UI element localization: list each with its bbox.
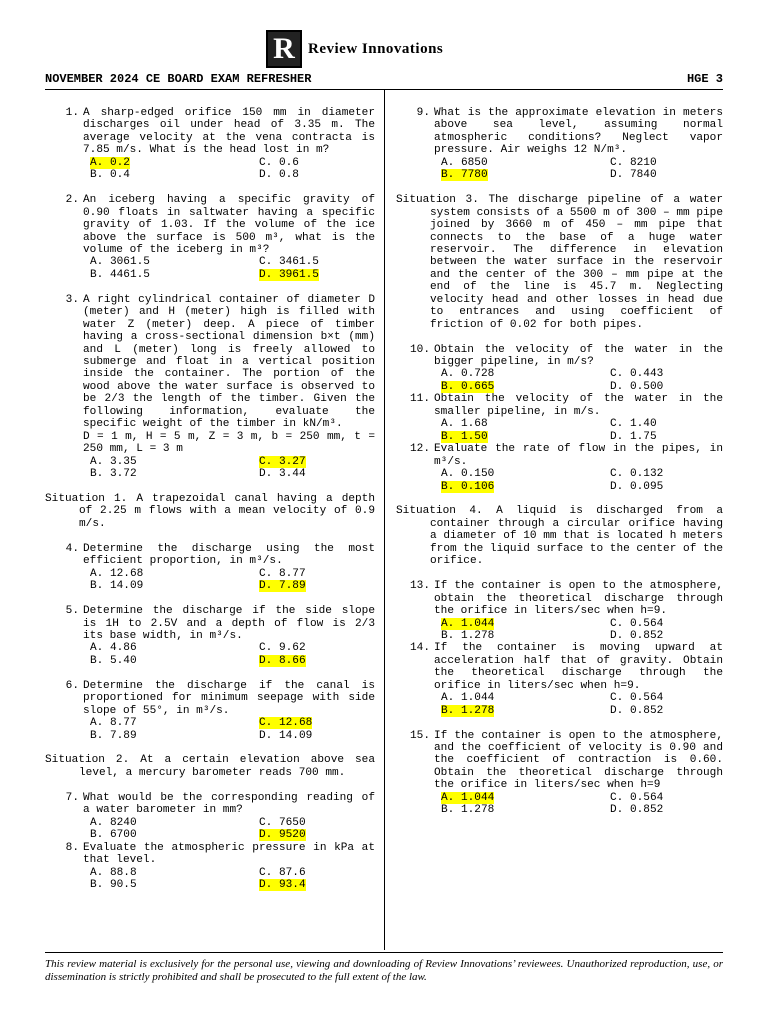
choice-b: B. 1.50 [441,430,488,443]
choice-b: B. 5.40 [90,654,137,667]
question-text: If the container is moving upward at acceleration half that of gravity. Obtain the theoretical discharge through the orifice in liters/sec when h=9. [434,642,723,692]
question-block [45,680,375,742]
choice-b: B. 0.4 [90,169,130,182]
question-block [396,642,723,717]
choice-c: C. 0.564 [610,791,664,804]
choice-c: C. 7650 [259,816,306,829]
situation-1: Situation 1. A trapezoidal canal having a depth of 2.25 m flows with a mean velocity of 0.9 m/s. [45,493,375,530]
choice-c: C. 0.564 [610,617,664,630]
choice-b: B. 0.106 [441,480,495,493]
question-text: A right cylindrical container of diameter D (meter) and H (meter) high is filled with water Z (meter) deep. A piece of timber having a cross-sectional dimension b×t (mm) and L (meter) long is freely allowed to submerge and float in a vertical position inside the container. The portion of the wood above the water surface is observed to be 2/3 the length of the timber. Given the following information, evaluate the specific weight of the timber in kN/m³. [83,293,375,431]
question-number: 14. [410,642,430,655]
question-block [45,543,375,593]
choice-a: A. 1.044 [441,791,495,804]
choice-a: A. 4.86 [90,642,137,655]
situation-2: Situation 2. At a certain elevation above sea level, a mercury barometer reads 700 mm. [45,754,375,779]
choice-b: B. 14.09 [90,580,144,593]
choice-c: C. 3461.5 [259,256,319,269]
choice-a: A. 8240 [90,816,137,829]
choice-c: C. 9.62 [259,642,306,655]
choice-b: B. 1.278 [441,704,495,717]
choice-d: D. 0.852 [610,804,664,817]
question-block [45,294,375,481]
situation-4: Situation 4. A liquid is discharged from a container through a circular orifice having a diameter of 10 mm that is located h meters from the liquid surface to the center of the orifice. [396,505,723,568]
choice-c: C. 8210 [610,156,657,169]
choice-c: C. 87.6 [259,866,306,879]
choice-b: B. 7780 [441,169,488,182]
choice-b: B. 1.278 [441,629,495,642]
question-text: A sharp-edged orifice 150 mm in diameter discharges oil under head of 3.35 m. The average velocity at the vena contracta is 7.85 m/s. What is the head lost in m? [83,107,375,157]
question-text: Evaluate the atmospheric pressure in kPa at that level. [83,841,375,867]
choice-c: C. 0.6 [259,156,299,169]
question-block [396,443,723,493]
question-block [396,344,723,394]
choice-a: A. 8.77 [90,717,137,730]
question-text: Determine the discharge using the most efficient proportion, in m³/s. [83,542,375,568]
question-number: 15. [410,729,430,742]
question-block [45,107,375,182]
situation-3: Situation 3. The discharge pipeline of a water system consists of a 5500 m of 300 – mm pipe joined by 3660 m of 450 – mm pipe that connects to the base of a huge water reservoir. The difference in elevation between the water surface in the reservoir and the center of the 300 – mm pipe at the end of the line is 45.7 m. Neglecting velocity head and other losses in head due to entrances and using coefficient of friction of 0.02 for both pipes. [396,194,723,331]
choice-d: D. 1.75 [610,430,657,443]
choice-a: A. 0.2 [90,156,130,169]
question-text: What would be the corresponding reading of a water barometer in mm? [83,791,375,817]
choice-d: D. 0.852 [610,629,664,642]
question-number: 1. [65,107,79,119]
page-header [45,72,723,86]
choice-b: B. 1.278 [441,804,495,817]
choice-c: C. 0.564 [610,692,664,705]
choice-d: D. 0.8 [259,169,299,182]
choice-d: D. 0.852 [610,704,664,717]
choice-b: B. 3.72 [90,468,137,481]
choice-d: D. 0.500 [610,380,664,393]
left-column [45,107,375,891]
question-text: If the container is open to the atmosphere, and the coefficient of velocity is 0.90 and the coefficient of contraction is 0.60. Obtain the theoretical discharge through the orifice in liters/sec when h=9 [434,729,723,792]
choice-b: B. 7.89 [90,729,137,742]
choice-a: A. 0.150 [441,468,495,481]
question-text: Evaluate the rate of flow in the pipes, in m³/s. [434,443,723,468]
question-number: 3. [65,293,79,306]
brand-name: Review Innovations [308,40,444,57]
question-number: 9. [416,107,430,119]
question-block [396,730,723,817]
choice-c: C. 0.132 [610,468,664,481]
question-text: If the container is open to the atmosphere, obtain the theoretical discharge through the orifice in liters/sec when h=9. [434,580,723,618]
question-number: 11. [410,393,430,406]
question-number: 10. [410,343,430,356]
question-number: 5. [65,605,79,618]
question-block [45,792,375,842]
choice-a: A. 12.68 [90,567,144,580]
question-block [396,107,723,182]
choice-a: A. 6850 [441,156,488,169]
right-column [396,107,723,817]
choice-a: A. 1.68 [441,418,488,431]
given-values: D = 1 m, H = 5 m, Z = 3 m, b = 250 mm, t = 250 mm, L = 3 m [83,430,375,456]
copyright-notice: This review material is exclusively for the personal use, viewing and downloading of Review Innovations’ reviewees. Unauthorized reproduction, use, or dissemination is strictly prohibited and shall be prosecuted to the full extent of the law. [45,958,723,983]
question-number: 13. [410,580,430,593]
question-text: Obtain the velocity of the water in the bigger pipeline, in m/s? [434,343,723,369]
question-text: Obtain the velocity of the water in the smaller pipeline, in m/s. [434,393,723,418]
choice-d: D. 0.095 [610,480,664,493]
question-number: 7. [65,791,79,804]
choice-d: D. 14.09 [259,729,313,742]
exam-title: NOVEMBER 2024 CE BOARD EXAM REFRESHER [45,72,312,86]
choice-b: B. 6700 [90,829,137,842]
choice-b: B. 90.5 [90,878,137,891]
logo-mark-icon: R [266,30,302,68]
choice-d: D. 7.89 [259,580,306,593]
question-text: Determine the discharge if the side slope is 1H to 2.5V and a depth of flow is 2/3 its base width, in m³/s. [83,605,375,642]
choice-c: C. 0.443 [610,368,664,381]
choice-d: D. 93.4 [259,878,306,891]
question-number: 12. [410,443,430,456]
choice-d: D. 3.44 [259,468,306,481]
column-divider [384,90,385,950]
question-block [45,605,375,667]
question-block [396,393,723,443]
question-text: What is the approximate elevation in meters above sea level, assuming normal atmospheric conditions? Neglect vapor pressure. Air weighs 12 N/m³. [434,107,723,157]
choice-c: C. 8.77 [259,567,306,580]
brand-logo [266,30,443,68]
question-text: An iceberg having a specific gravity of 0.90 floats in saltwater having a specific gravity of 1.03. If the volume of the ice above the surface is 500 m³, what is the volume of the iceberg in m³? [83,194,375,256]
choice-d: D. 9520 [259,829,306,842]
question-number: 6. [65,679,79,692]
question-block [396,580,723,642]
question-text: Determine the discharge if the canal is proportioned for minimum seepage with side slope of 55°, in m³/s. [83,679,375,717]
choice-a: A. 1.044 [441,692,495,705]
choice-a: A. 3061.5 [90,256,150,269]
choice-d: D. 3961.5 [259,268,319,281]
choice-b: B. 0.665 [441,380,495,393]
choice-a: A. 88.8 [90,866,137,879]
question-number: 8. [65,841,79,854]
choice-d: D. 7840 [610,169,657,182]
question-block [45,194,375,281]
choice-d: D. 8.66 [259,654,306,667]
choice-c: C. 1.40 [610,418,657,431]
footer-divider [45,952,723,953]
module-code: HGE 3 [686,72,723,86]
choice-a: A. 1.044 [441,617,495,630]
choice-a: A. 0.728 [441,368,495,381]
choice-b: B. 4461.5 [90,268,150,281]
choice-c: C. 12.68 [259,717,313,730]
question-number: 2. [65,194,79,207]
choice-c: C. 3.27 [259,455,306,468]
question-number: 4. [65,542,79,555]
choice-a: A. 3.35 [90,455,137,468]
question-block [45,842,375,892]
